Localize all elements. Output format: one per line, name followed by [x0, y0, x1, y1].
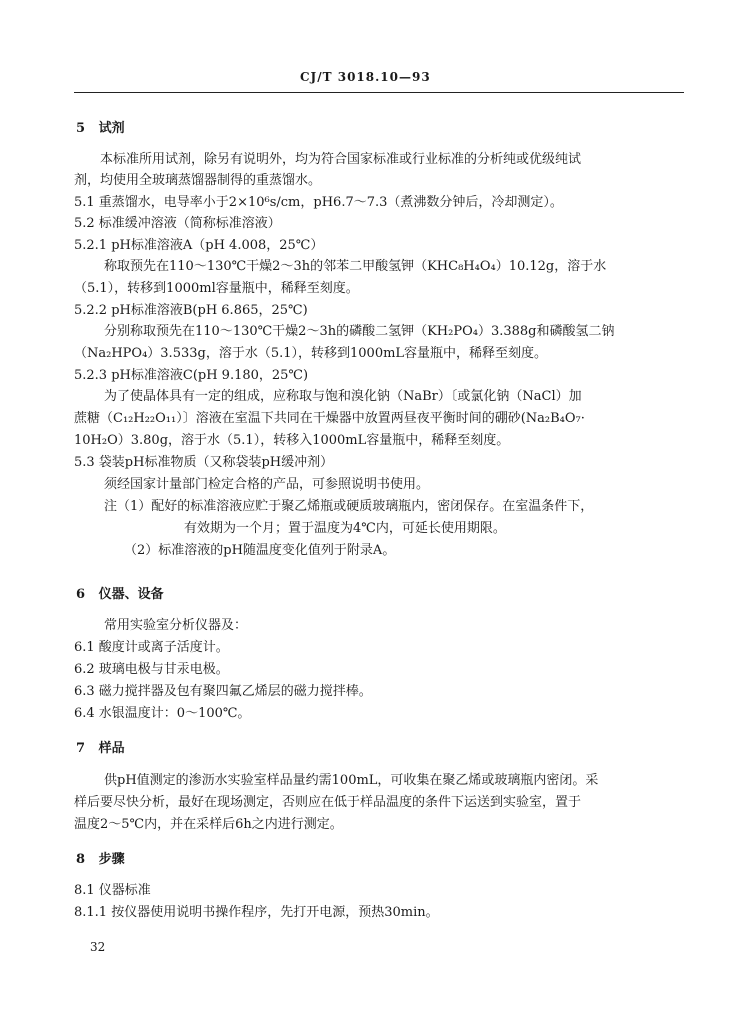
page-number: 32 — [90, 940, 106, 954]
text-line: 8.1 仪器标准 — [74, 883, 151, 898]
section-heading: 8 步骤 — [76, 852, 125, 867]
section-heading: 5 试剂 — [76, 121, 125, 136]
text-line: 5.2 标准缓冲溶液（简称标准溶液） — [74, 216, 281, 231]
text-line: 5.1 重蒸馏水，电导率小于2×10⁶s/cm，pH6.7～7.3（煮沸数分钟后，冷却测定）。 — [74, 195, 563, 210]
text-line: （5.1），转移到1000ml容量瓶中，稀释至刻度。 — [74, 281, 359, 296]
text-line: 6.4 水银温度计：0～100℃。 — [74, 706, 251, 721]
section-heading: 6 仪器、设备 — [76, 587, 164, 602]
text-line: 有效期为一个月；置于温度为4℃内，可延长使用期限。 — [184, 521, 506, 536]
text-line: 5.2.2 pH标准溶液B(pH 6.865，25℃) — [74, 303, 308, 318]
text-line: （2）标准溶液的pH随温度变化值列于附录A。 — [124, 543, 396, 558]
section-heading: 7 样品 — [76, 741, 125, 756]
text-line: 注（1）配好的标准溶液应贮于聚乙烯瓶或硬质玻璃瓶内，密闭保存。在室温条件下， — [104, 499, 594, 514]
text-line: （Na₂HPO₄）3.533g，溶于水（5.1），转移到1000mL容量瓶中，稀释至刻度。 — [74, 346, 548, 361]
text-line: 称取预先在110～130℃干燥2～3h的邻苯二甲酸氢钾（KHC₈H₄O₄）10.12g，溶于水 — [104, 259, 607, 274]
text-line: 本标准所用试剂，除另有说明外，均为符合国家标准或行业标准的分析纯或优级纯试 — [100, 152, 582, 167]
text-line: 5.2.1 pH标准溶液A（pH 4.008，25℃） — [74, 238, 324, 253]
text-line: 6.2 玻璃电极与甘汞电极。 — [74, 662, 229, 677]
text-line: 样后要尽快分析，最好在现场测定，否则应在低于样品温度的条件下运送到实验室，置于 — [74, 795, 582, 810]
text-line: 10H₂O）3.80g，溶于水（5.1），转移入1000mL容量瓶中，稀释至刻度。 — [74, 433, 510, 448]
text-line: 8.1.1 按仪器使用说明书操作程序，先打开电源，预热30min。 — [74, 905, 439, 920]
text-line: 常用实验室分析仪器及： — [104, 618, 248, 633]
text-line: 5.2.3 pH标准溶液C(pH 9.180，25℃) — [74, 368, 309, 383]
text-line: 蔗糖（C₁₂H₂₂O₁₁）〕溶液在室温下共同在干燥器中放置两昼夜平衡时间的硼砂(Na₂B₄O₇· — [74, 411, 585, 426]
text-line: 6.1 酸度计或离子活度计。 — [74, 640, 229, 655]
text-line: 6.3 磁力搅拌器及包有聚四氟乙烯层的磁力搅拌棒。 — [74, 684, 372, 699]
header-rule — [74, 92, 684, 93]
text-line: 剂，均使用全玻璃蒸馏器制得的重蒸馏水。 — [74, 173, 322, 188]
text-line: 供pH值测定的渗沥水实验室样品量约需100mL，可收集在聚乙烯或玻璃瓶内密闭。采 — [104, 773, 599, 788]
text-line: 分别称取预先在110～130℃干燥2～3h的磷酸二氢钾（KH₂PO₄）3.388g和磷酸氢二钠 — [104, 324, 615, 339]
text-line: 须经国家计量部门检定合格的产品，可参照说明书使用。 — [104, 477, 430, 492]
text-line: 为了使晶体具有一定的组成，应称取与饱和溴化钠（NaBr）〔或氯化钠（NaCl）加 — [104, 389, 582, 404]
text-line: 温度2～5℃内，并在采样后6h之内进行测定。 — [74, 817, 343, 832]
document-header: CJ/T 3018.10—93 — [300, 70, 431, 84]
text-line: 5.3 袋装pH标准物质（又称袋装pH缓冲剂） — [74, 455, 334, 470]
